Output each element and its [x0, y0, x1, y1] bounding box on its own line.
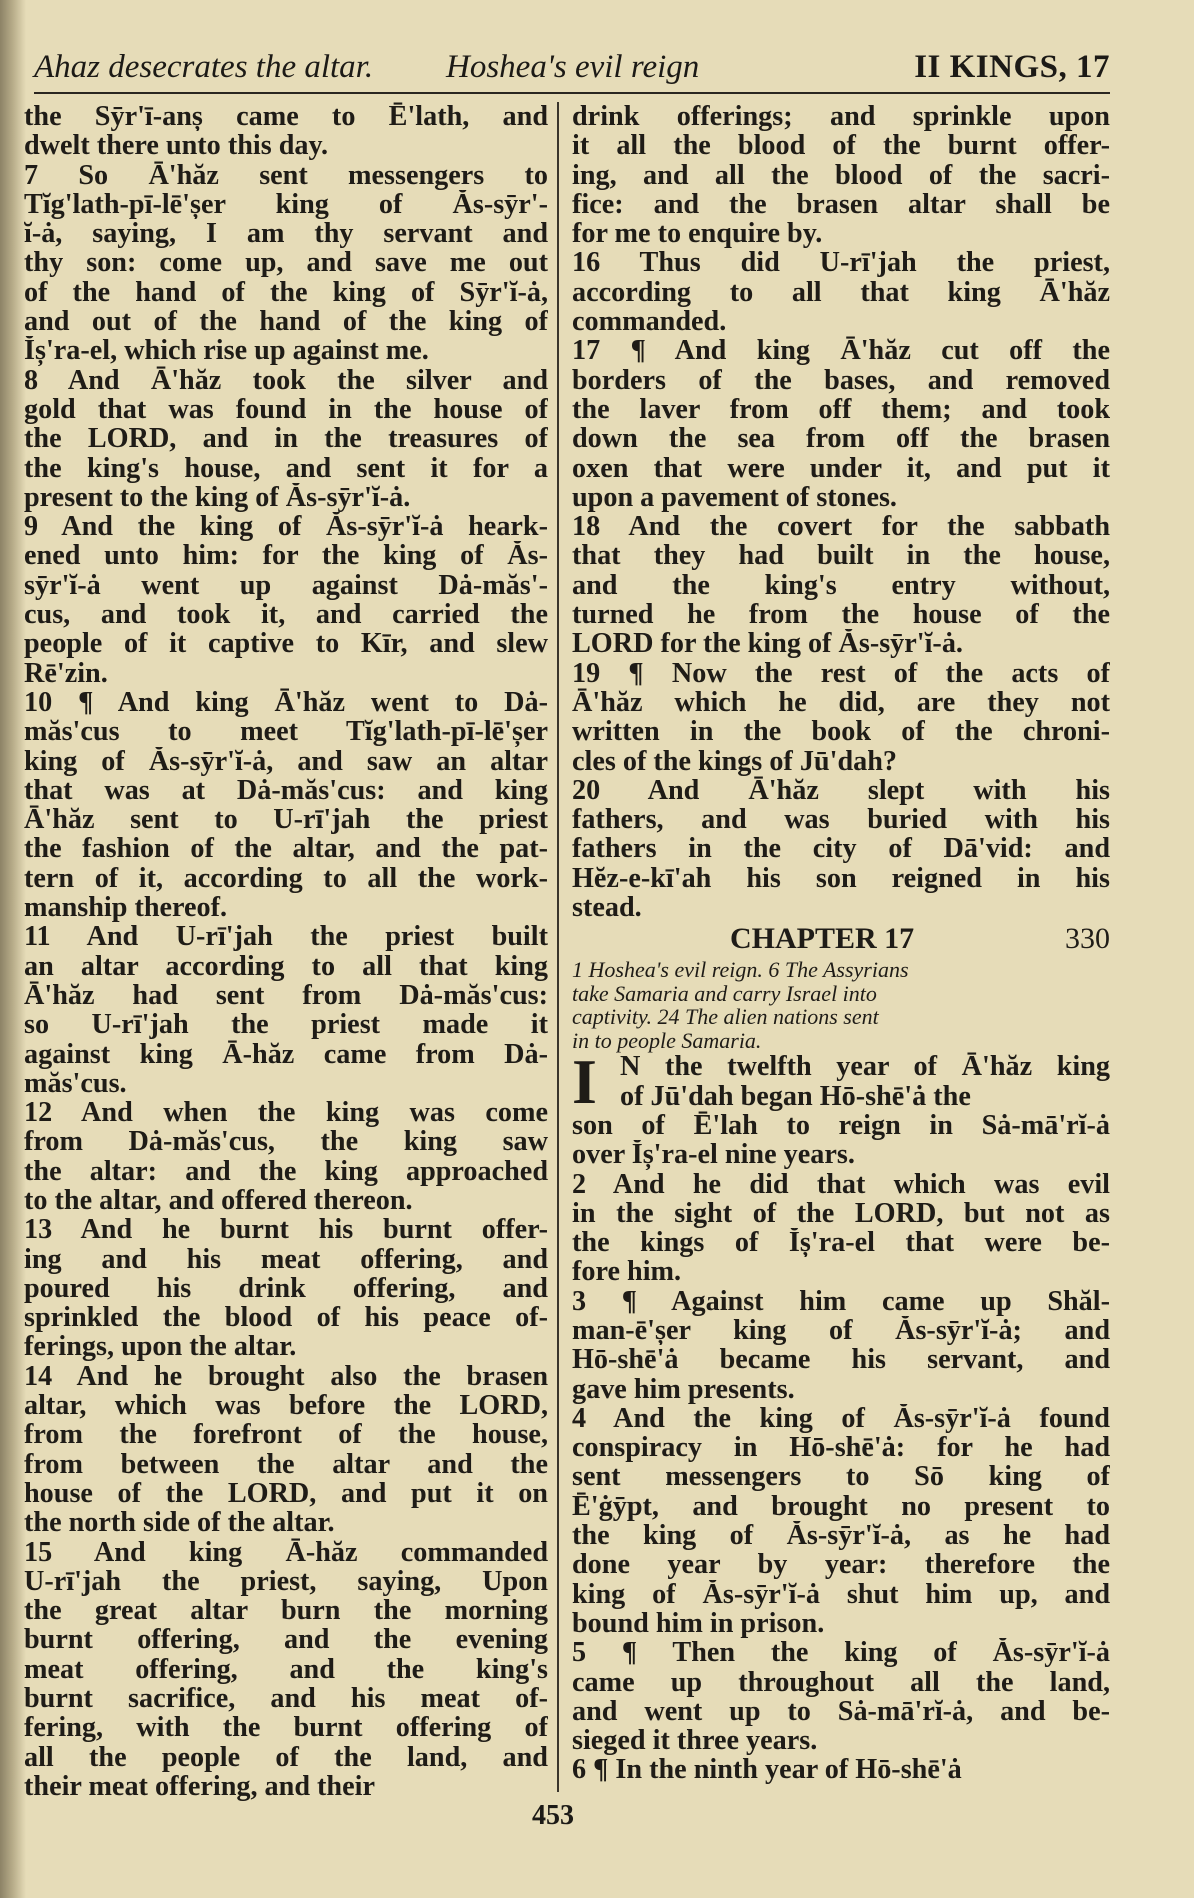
text-line: cles of the kings of Jū'dah?	[572, 746, 897, 776]
text-line: U-rī'jah the priest, saying, Upon	[24, 1566, 548, 1597]
drop-cap-letter: I	[572, 1046, 597, 1118]
text-line: for me to enquire by.	[572, 219, 823, 249]
text-line: ĭ-ȧ, saying, I am thy servant and	[24, 219, 548, 249]
text-line: Ā'hăz sent to U-rī'jah the priest	[24, 805, 548, 835]
text-line: and went up to Sȧ-mā'rĭ-ȧ, and be-	[572, 1696, 1110, 1727]
header-left-title: Ahaz desecrates the altar.	[34, 49, 374, 85]
text-line: N the twelfth year of Ā'hăz king	[620, 1052, 1110, 1082]
text-line: ened unto him: for the king of Ăs-	[24, 541, 548, 571]
text-line: the LORD, and in the treasures of	[24, 424, 548, 454]
text-line: oxen that were under it, and put it	[572, 453, 1110, 483]
text-line: 12 And when the king was come	[24, 1098, 548, 1128]
text-line: from the forefront of the house,	[24, 1420, 548, 1450]
text-line: 6 ¶ In the ninth year of Hō-shē'ȧ	[572, 1755, 962, 1785]
chapter-title: CHAPTER 17	[730, 922, 915, 956]
text-line: their meat offering, and their	[24, 1771, 375, 1802]
text-line: 17 ¶ And king Ā'hăz cut off the	[572, 336, 1110, 366]
text-line: 15 And king Ā-hăz commanded	[24, 1537, 548, 1567]
text-line: against king Ā-hăz came from Dȧ-	[24, 1039, 548, 1069]
text-line: ing and his meat offering, and	[24, 1244, 548, 1274]
text-line: fathers in the city of Dā'vid: and	[572, 834, 1110, 864]
text-line: the kings of Ĭș'ra-el that were be-	[572, 1228, 1110, 1258]
right-column	[572, 102, 1110, 1785]
text-line: Hō-shē'ȧ became his servant, and	[572, 1345, 1110, 1375]
text-line: sieged it three years.	[572, 1726, 818, 1756]
text-line: down the sea from off the brasen	[572, 424, 1110, 454]
text-line: 2 And he did that which was evil	[572, 1169, 1110, 1199]
book-spine-shadow	[0, 0, 26, 1898]
text-line: conspiracy in Hō-shē'ȧ: for he had	[572, 1433, 1110, 1463]
text-line: sent messengers to Sō king of	[572, 1462, 1110, 1492]
text-line: Ā'hăz which he did, are they not	[572, 687, 1110, 718]
running-header	[34, 44, 1110, 94]
text-line: and the king's entry without,	[572, 570, 1110, 601]
text-line: thy son: come up, and save me out	[24, 248, 548, 278]
text-line: 7 So Ā'hăz sent messengers to	[24, 160, 548, 190]
text-line: present to the king of Ăs-sӯr'ĭ-ȧ.	[24, 482, 411, 513]
text-line: people of it captive to Kīr, and slew	[24, 629, 548, 659]
text-line: fathers, and was buried with his	[572, 805, 1110, 835]
text-line: dwelt there unto this day.	[24, 131, 329, 161]
text-line: 19 ¶ Now the rest of the acts of	[572, 658, 1110, 688]
text-line: from Dȧ-măs'cus, the king saw	[24, 1127, 548, 1157]
text-line: bound him in prison.	[572, 1608, 825, 1639]
text-line: 20 And Ā'hăz slept with his	[572, 775, 1110, 806]
text-line: came up throughout all the land,	[572, 1667, 1110, 1697]
page-number: 453	[532, 1800, 574, 1831]
text-line: poured his drink offering, and	[24, 1273, 548, 1304]
text-line: upon a pavement of stones.	[572, 482, 897, 513]
text-line: captivity. 24 The alien nations sent	[572, 1004, 879, 1030]
text-line: that was at Dȧ-măs'cus: and king	[24, 775, 548, 806]
column-divider	[557, 102, 559, 1792]
text-line: the Sӯr'ī-anș came to Ē'lath, and	[24, 102, 548, 132]
text-line: king of Ăs-sӯr'ĭ-ȧ shut him up, and	[572, 1579, 1110, 1609]
text-line: in to people Samaria.	[572, 1027, 762, 1053]
text-line: fore him.	[572, 1257, 682, 1287]
left-column	[24, 102, 548, 1801]
text-line: cus, and took it, and carried the	[24, 600, 548, 630]
text-line: manship thereof.	[24, 893, 228, 923]
text-line: stead.	[572, 893, 642, 923]
text-line: gave him presents.	[572, 1374, 795, 1404]
text-line: Ā'hăz had sent from Dȧ-măs'cus:	[24, 980, 548, 1011]
text-line: over Ĭș'ra-el nine years.	[572, 1140, 855, 1170]
chapter-reference-number: 330	[1065, 922, 1110, 956]
text-line: it all the blood of the burnt offer-	[572, 131, 1110, 161]
text-line: Tĭg'lath-pī-lē'șer king of Ăs-sӯr'-	[24, 189, 548, 220]
text-line: house of the LORD, and put it on	[24, 1478, 548, 1509]
text-line: so U-rī'jah the priest made it	[24, 1010, 548, 1040]
text-line: 18 And the covert for the sabbath	[572, 512, 1110, 542]
text-line: turned he from the house of the	[572, 600, 1110, 630]
text-line: of the hand of the king of Sӯr'ĭ-ȧ,	[24, 277, 548, 308]
text-line: drink offerings; and sprinkle upon	[572, 102, 1110, 132]
text-line: burnt offering, and the evening	[24, 1625, 548, 1655]
text-line: ing, and all the blood of the sacri-	[572, 160, 1110, 190]
text-line: 3 ¶ Against him came up Shăl-	[572, 1286, 1110, 1316]
text-line: Ĭș'ra-el, which rise up against me.	[24, 336, 429, 366]
text-line: altar, which was before the LORD,	[24, 1391, 548, 1421]
drop-cap-text	[572, 1046, 1110, 1118]
text-line: of Jū'dah began Hō-shē'ȧ the	[620, 1081, 971, 1111]
text-line: 8 And Ā'hăz took the silver and	[24, 365, 548, 395]
header-middle-title: Hoshea's evil reign	[446, 49, 700, 85]
text-line: king of Ăs-sӯr'ĭ-ȧ, and saw an altar	[24, 746, 548, 776]
text-line: 16 Thus did U-rī'jah the priest,	[572, 248, 1110, 278]
text-line: sӯr'ĭ-ȧ went up against Dȧ-măs'-	[24, 570, 548, 601]
text-line: man-ē'șer king of Ăs-sӯr'ĭ-ȧ; and	[572, 1315, 1110, 1346]
text-line: done year by year: therefore the	[572, 1550, 1110, 1580]
text-line: the altar: and the king approached	[24, 1156, 548, 1186]
text-line: the laver from off them; and took	[572, 394, 1110, 425]
text-line: take Samaria and carry Israel into	[572, 980, 877, 1006]
text-line: the great altar burn the morning	[24, 1596, 548, 1626]
chapter-summary	[572, 958, 1110, 1052]
text-line: son of Ē'lah to reign in Sȧ-mā'rĭ-ȧ	[572, 1110, 1110, 1141]
text-line: commanded.	[572, 307, 727, 337]
text-line: 1 Hoshea's evil reign. 6 The Assyrians	[572, 957, 909, 983]
right-column-top-text	[572, 102, 1110, 922]
text-line: all the people of the land, and	[24, 1742, 548, 1772]
text-line: 5 ¶ Then the king of Ăs-sӯr'ĭ-ȧ	[572, 1638, 1110, 1668]
text-line: the fashion of the altar, and the pat-	[24, 834, 548, 864]
text-line: burnt sacrifice, and his meat of-	[24, 1684, 548, 1714]
text-line: tern of it, according to all the work-	[24, 863, 548, 894]
text-line: 4 And the king of Ăs-sӯr'ĭ-ȧ found	[572, 1403, 1110, 1434]
text-line: according to all that king Ā'hăz	[572, 277, 1110, 308]
text-line: Rē'zin.	[24, 658, 108, 688]
chapter-heading	[572, 922, 1110, 958]
text-line: 9 And the king of Ăs-sӯr'ĭ-ȧ heark-	[24, 512, 548, 542]
text-line: fice: and the brasen altar shall be	[572, 189, 1110, 220]
text-line: the king's house, and sent it for a	[24, 453, 548, 483]
text-line: in the sight of the LORD, but not as	[572, 1198, 1110, 1229]
text-line: 10 ¶ And king Ā'hăz went to Dȧ-	[24, 687, 548, 718]
text-line: written in the book of the chroni-	[572, 717, 1110, 747]
text-line: and out of the hand of the king of	[24, 307, 548, 337]
text-line: from between the altar and the	[24, 1449, 548, 1479]
text-line: that they had built in the house,	[572, 541, 1110, 571]
text-line: the north side of the altar.	[24, 1508, 335, 1538]
header-book-chapter: II KINGS, 17	[914, 49, 1110, 85]
text-line: the king of Ăs-sӯr'ĭ-ȧ, as he had	[572, 1521, 1110, 1551]
text-line: ferings, upon the altar.	[24, 1332, 297, 1362]
text-line: 13 And he burnt his burnt offer-	[24, 1215, 548, 1245]
text-line: măs'cus to meet Tĭg'lath-pī-lē'șer	[24, 717, 548, 747]
text-line: 11 And U-rī'jah the priest built	[24, 922, 548, 952]
text-line: Ē'ġӯpt, and brought no present to	[572, 1491, 1110, 1522]
text-line: sprinkled the blood of his peace of-	[24, 1303, 548, 1333]
right-column-bottom-text	[572, 1111, 1110, 1785]
text-line: gold that was found in the house of	[24, 394, 548, 425]
text-line: an altar according to all that king	[24, 951, 548, 981]
text-line: to the altar, and offered thereon.	[24, 1185, 413, 1216]
text-line: fering, with the burnt offering of	[24, 1713, 548, 1743]
chapter-opening	[572, 1046, 1110, 1118]
text-line: LORD for the king of Ăs-sӯr'ĭ-ȧ.	[572, 629, 963, 659]
text-line: borders of the bases, and removed	[572, 365, 1110, 395]
text-line: meat offering, and the king's	[24, 1654, 548, 1685]
text-line: 14 And he brought also the brasen	[24, 1361, 548, 1392]
text-line: măs'cus.	[24, 1068, 127, 1099]
text-line: Hĕz-e-kī'ah his son reigned in his	[572, 863, 1110, 894]
